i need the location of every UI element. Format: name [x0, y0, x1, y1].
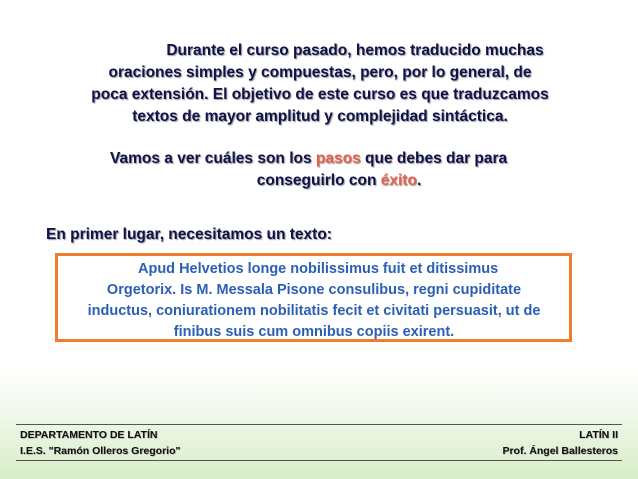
steps-line-1: [88, 148, 590, 170]
footer-left: [20, 427, 181, 459]
footer-bottom-rule: [16, 460, 622, 461]
intro-paragraph: [42, 40, 598, 128]
footer-teacher: Prof. Ángel Ballesteros: [502, 445, 618, 457]
latin-text: [60, 259, 568, 343]
intro-line-2: oraciones simples y compuestas, pero, por lo general, de: [108, 64, 532, 81]
steps-text-before-pasos: Vamos a ver cuáles son los: [110, 150, 316, 167]
steps-paragraph: [88, 148, 590, 192]
steps-text-before-exito: conseguirlo con: [256, 172, 381, 189]
first-step-heading: En primer lugar, necesitamos un texto:: [46, 226, 332, 243]
steps-text-after-pasos: que debes dar para: [360, 150, 508, 167]
intro-line-3: poca extensión. El objetivo de este curso es que traduzcamos: [91, 86, 549, 103]
highlight-exito: éxito: [380, 172, 417, 189]
footer-top-rule: [16, 424, 622, 425]
latin-line-4: finibus suis cum omnibus copiis exirent.: [173, 324, 455, 340]
intro-line-1: Durante el curso pasado, hemos traducido muchas: [166, 42, 544, 59]
intro-line-4: textos de mayor amplitud y complejidad sintáctica.: [132, 108, 508, 125]
steps-line-2: [88, 170, 590, 192]
highlight-pasos: pasos: [315, 150, 361, 167]
footer-department: DEPARTAMENTO DE LATÍN: [20, 429, 158, 441]
latin-line-2: Orgetorix. Is M. Messala Pisone consulibus, regni cupiditate: [106, 282, 522, 298]
latin-line-3: inductus, coniurationem nobilitatis fecit et civitati persuasit, ut de: [87, 303, 541, 319]
footer-school: I.E.S. "Ramón Olleros Gregorio": [20, 445, 181, 457]
steps-text-after-exito: .: [416, 172, 422, 189]
latin-line-1: Apud Helvetios longe nobilissimus fuit et ditissimus: [138, 261, 499, 277]
footer-course: LATÍN II: [579, 429, 618, 441]
footer-right: [502, 427, 618, 459]
